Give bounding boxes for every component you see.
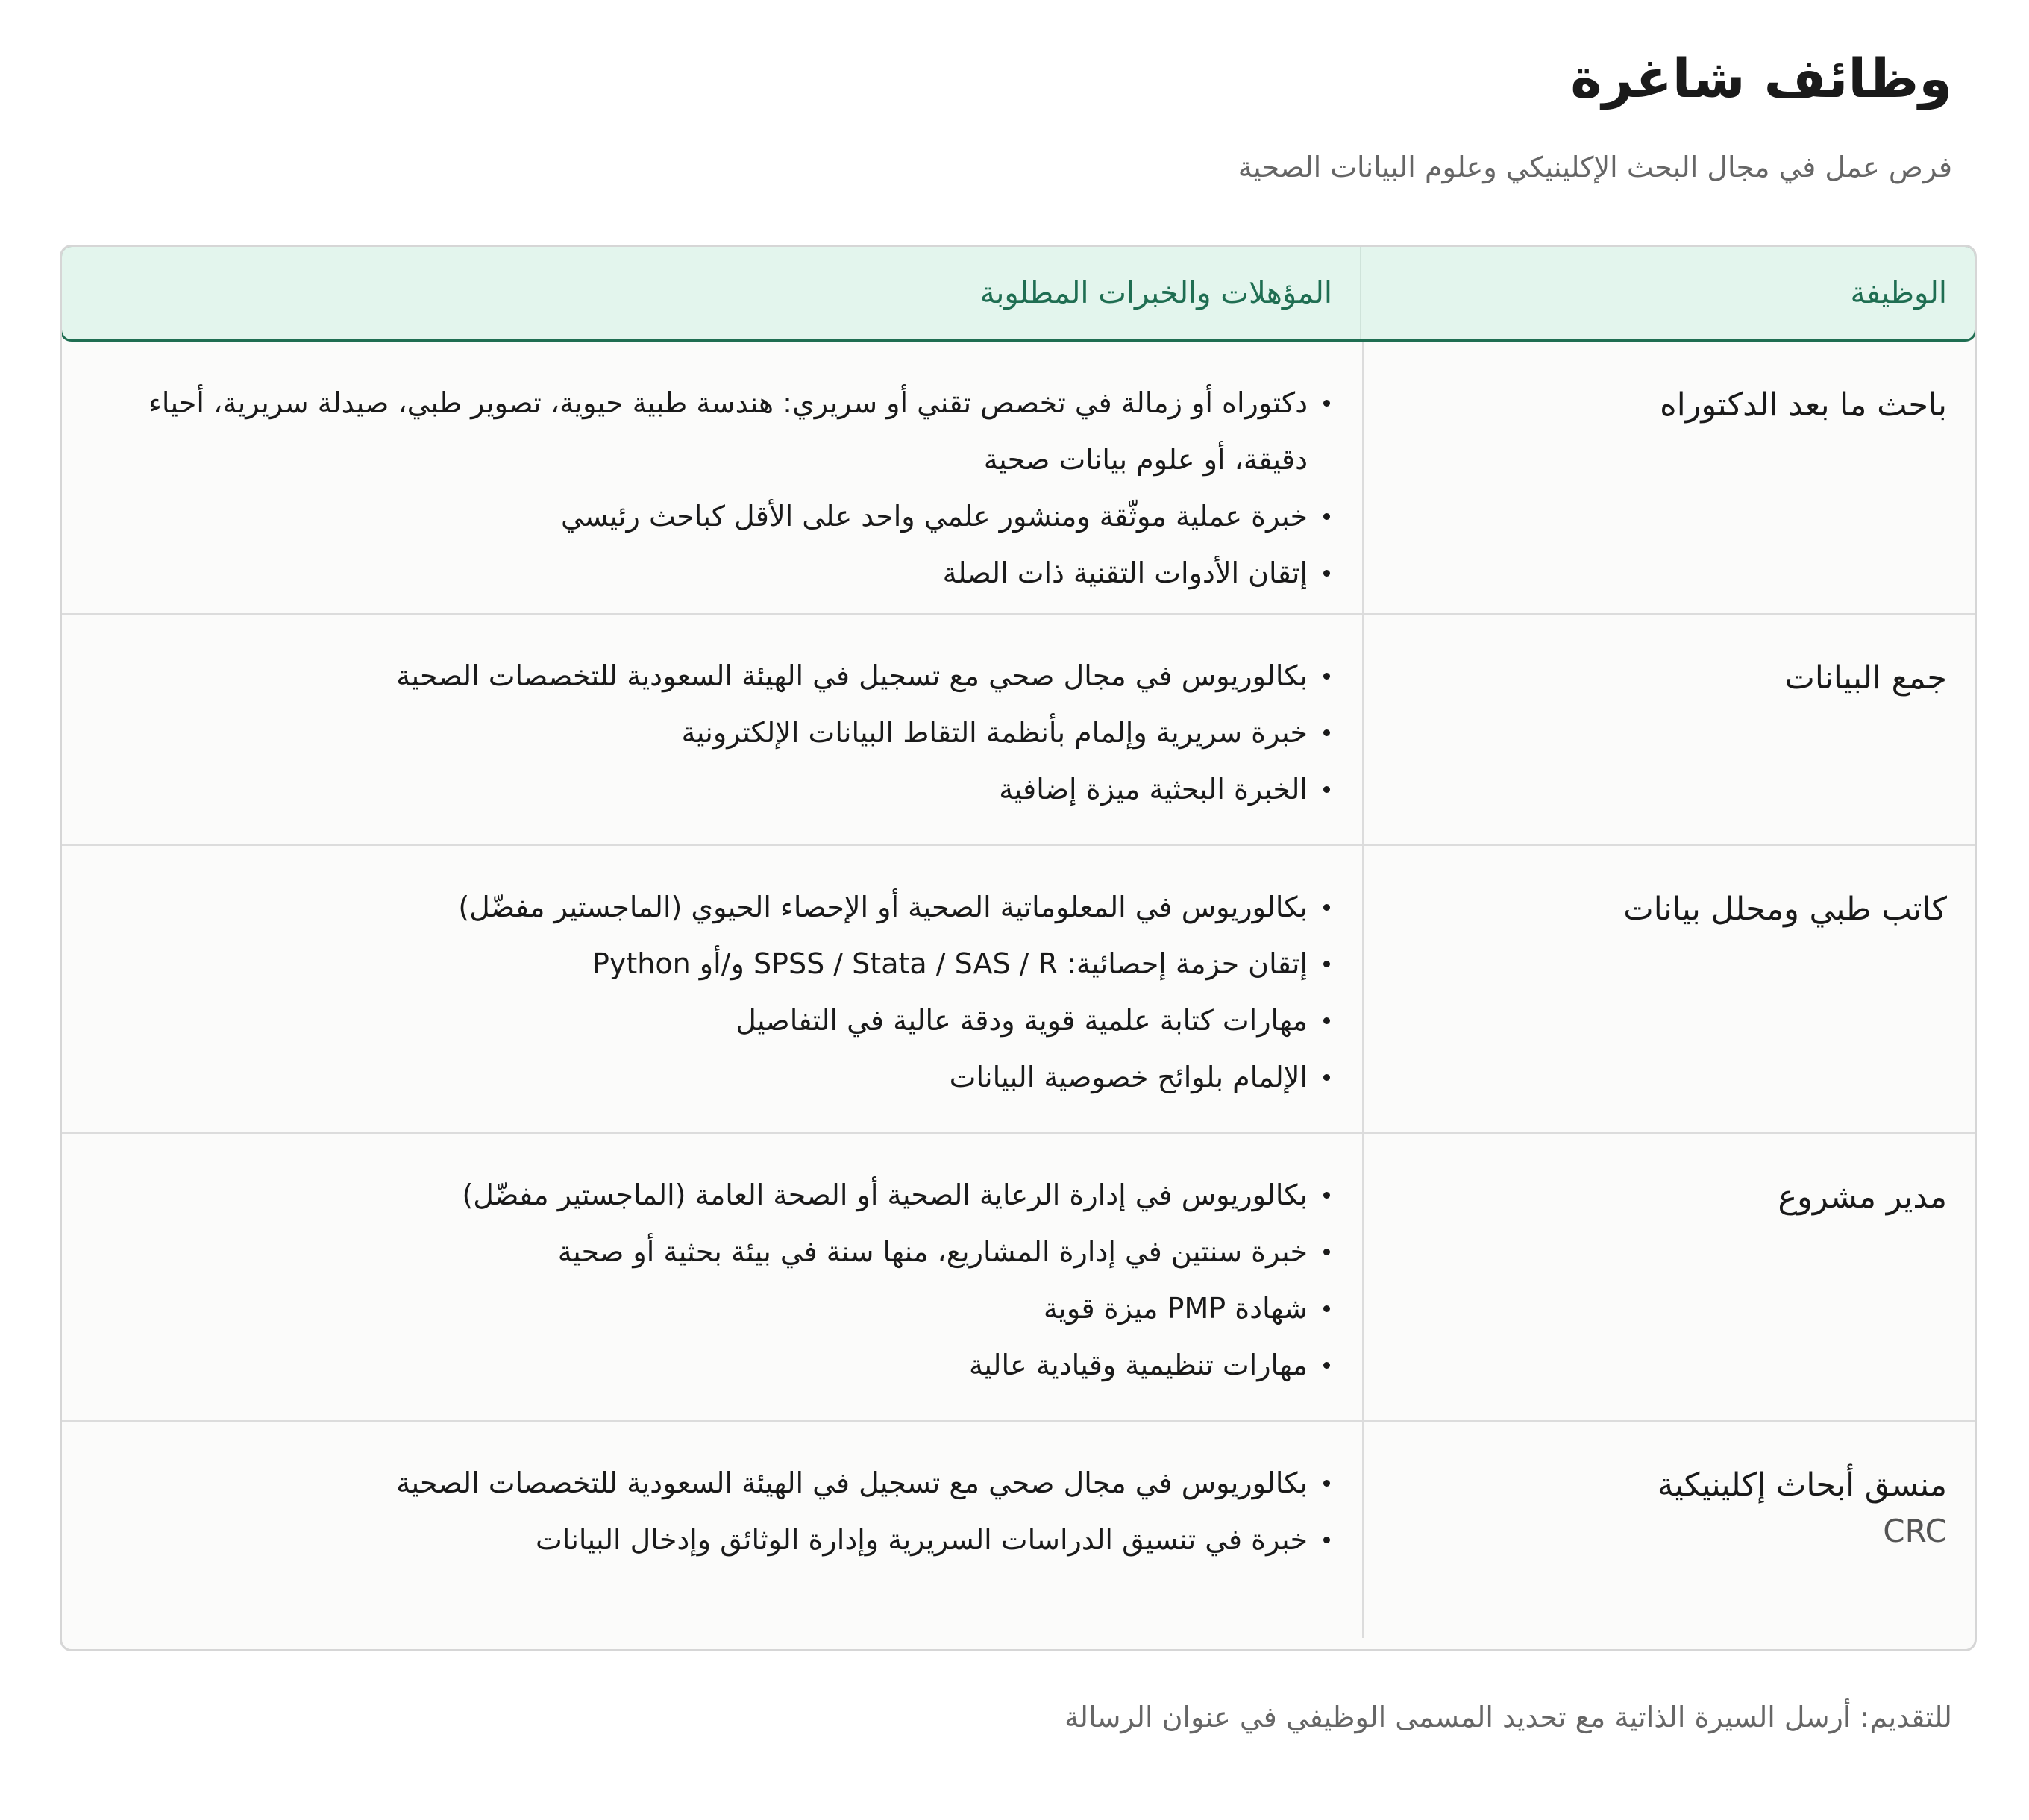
table-row [62, 1422, 1975, 1638]
list-item: بكالوريوس في المعلوماتية الصحية أو الإحصاء الحيوي (الماجستير مفضّل) [90, 879, 1335, 935]
qualifications-list [90, 647, 1335, 818]
qualifications-list [90, 374, 1335, 601]
page-title: وظائف شاغرة [1570, 47, 1952, 110]
list-item: إتقان حزمة إحصائية: SPSS / Stata / SAS / R و/أو Python [90, 935, 1335, 992]
qualifications-cell [62, 615, 1362, 844]
table-row [62, 342, 1975, 615]
page-subtitle: فرص عمل في مجال البحث الإكلينيكي وعلوم البيانات الصحية [1238, 151, 1952, 183]
table-row [62, 1134, 1975, 1422]
role-code: CRC [1883, 1513, 1947, 1549]
role-cell [1362, 615, 1975, 844]
role-cell [1362, 1422, 1975, 1638]
list-item: الإلمام بلوائح خصوصية البيانات [90, 1049, 1335, 1105]
table-row [62, 846, 1975, 1134]
role-title: مدير مشروع [1778, 1179, 1947, 1216]
list-item: مهارات تنظيمية وقيادية عالية [90, 1337, 1335, 1393]
list-item: الخبرة البحثية ميزة إضافية [90, 761, 1335, 818]
list-item: بكالوريوس في مجال صحي مع تسجيل في الهيئة السعودية للتخصصات الصحية [90, 1455, 1335, 1511]
role-cell [1362, 342, 1975, 613]
role-title: جمع البيانات [1784, 659, 1947, 697]
list-item: شهادة PMP ميزة قوية [90, 1280, 1335, 1337]
list-item: خبرة سنتين في إدارة المشاريع، منها سنة في بيئة بحثية أو صحية [90, 1223, 1335, 1280]
list-item: إتقان الأدوات التقنية ذات الصلة [90, 545, 1335, 601]
list-item: خبرة في تنسيق الدراسات السريرية وإدارة الوثائق وإدخال البيانات [90, 1511, 1335, 1568]
qualifications-list [90, 879, 1335, 1105]
qualifications-list [90, 1167, 1335, 1393]
list-item: خبرة عملية موثّقة ومنشور علمي واحد على الأقل كباحث رئيسي [90, 488, 1335, 545]
list-item: مهارات كتابة علمية قوية ودقة عالية في التفاصيل [90, 992, 1335, 1049]
role-cell [1362, 846, 1975, 1132]
list-item: دكتوراه أو زمالة في تخصص تقني أو سريري: هندسة طبية حيوية، تصوير طبي، صيدلة سريرية، أحياء دقيقة، أو علوم بيانات صحية [90, 374, 1335, 488]
role-title: منسق أبحاث إكلينيكية [1657, 1466, 1947, 1504]
list-item: بكالوريوس في مجال صحي مع تسجيل في الهيئة السعودية للتخصصات الصحية [90, 647, 1335, 704]
header-qualifications: المؤهلات والخبرات المطلوبة [979, 276, 1332, 310]
qualifications-cell [62, 846, 1362, 1132]
jobs-table [60, 245, 1977, 1651]
table-header [60, 245, 1977, 342]
table-row [62, 615, 1975, 846]
role-cell [1362, 1134, 1975, 1420]
qualifications-cell [62, 1134, 1362, 1420]
header-role: الوظيفة [1360, 247, 1975, 339]
list-item: بكالوريوس في إدارة الرعاية الصحية أو الصحة العامة (الماجستير مفضّل) [90, 1167, 1335, 1223]
qualifications-cell [62, 1422, 1362, 1638]
table-body [62, 342, 1975, 1638]
role-title: باحث ما بعد الدكتوراه [1660, 386, 1947, 424]
list-item: خبرة سريرية وإلمام بأنظمة التقاط البيانات الإلكترونية [90, 704, 1335, 761]
qualifications-cell [62, 342, 1362, 613]
qualifications-list [90, 1455, 1335, 1568]
role-title: كاتب طبي ومحلل بيانات [1623, 891, 1947, 928]
apply-note: للتقديم: أرسل السيرة الذاتية مع تحديد المسمى الوظيفي في عنوان الرسالة [1064, 1701, 1952, 1733]
